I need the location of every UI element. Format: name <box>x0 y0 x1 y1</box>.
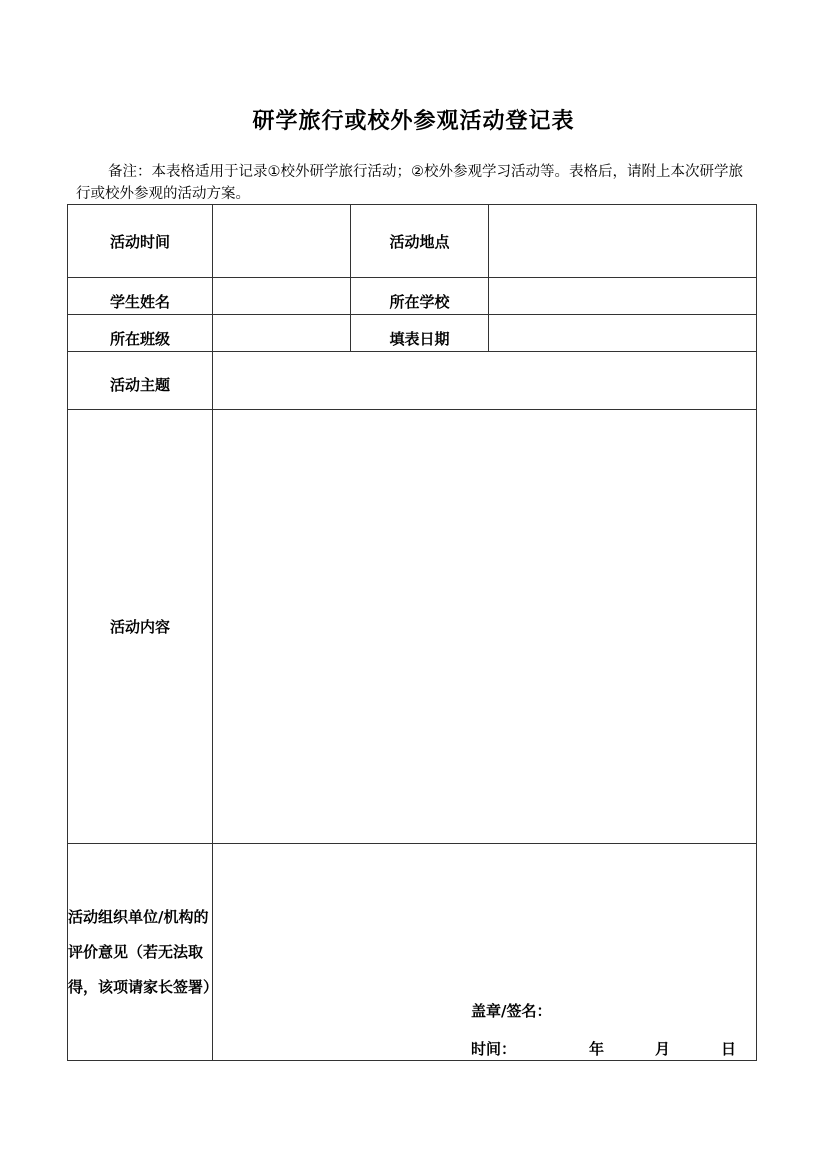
activity-place-label: 活动地点 <box>389 232 450 251</box>
registration-form-table <box>67 204 757 1061</box>
content-field[interactable] <box>213 410 757 844</box>
content-label-cell <box>68 410 213 844</box>
evaluation-field[interactable] <box>213 844 757 1061</box>
form-row-theme <box>68 352 757 410</box>
activity-place-label-cell <box>351 205 489 278</box>
fill-date-label-cell <box>351 315 489 352</box>
form-row-name-school <box>68 278 757 315</box>
theme-field[interactable] <box>213 352 757 410</box>
evaluation-label-cell <box>68 844 219 1061</box>
theme-label: 活动主题 <box>109 376 170 394</box>
fill-date-label: 填表日期 <box>389 330 450 348</box>
month-label: 月 <box>655 1040 671 1058</box>
student-name-label-cell <box>68 278 213 315</box>
class-field[interactable] <box>213 315 351 352</box>
activity-time-label-cell <box>68 205 213 278</box>
form-row-time-place <box>68 205 757 278</box>
form-row-content <box>68 410 757 844</box>
school-label: 所在学校 <box>389 293 450 311</box>
student-name-field[interactable] <box>213 278 351 315</box>
evaluation-label: 活动组织单位/机构的评价意见（若无法取得，该项请家长签署） <box>68 907 219 996</box>
school-field[interactable] <box>489 278 757 315</box>
form-row-evaluation <box>68 844 757 1061</box>
class-label-cell <box>68 315 213 352</box>
day-label: 日 <box>721 1040 737 1058</box>
class-label: 所在班级 <box>109 330 170 348</box>
school-label-cell <box>351 278 489 315</box>
form-row-class-date <box>68 315 757 352</box>
year-label: 年 <box>589 1040 605 1058</box>
content-label: 活动内容 <box>109 618 170 636</box>
seal-signature-label: 盖章/签名： <box>471 1002 552 1020</box>
form-note: 备注：本表格适用于记录①校外研学旅行活动；②校外参观学习活动等。表格后，请附上本次研学旅行或校外参观的活动方案。 <box>76 164 743 202</box>
theme-label-cell <box>68 352 213 410</box>
fill-date-field[interactable] <box>489 315 757 352</box>
time-label: 时间： <box>471 1040 517 1058</box>
activity-time-label: 活动时间 <box>109 232 170 251</box>
page-title: 研学旅行或校外参观活动登记表 <box>252 109 575 134</box>
activity-time-field[interactable] <box>213 205 351 278</box>
student-name-label: 学生姓名 <box>109 293 170 311</box>
activity-place-field[interactable] <box>489 205 757 278</box>
